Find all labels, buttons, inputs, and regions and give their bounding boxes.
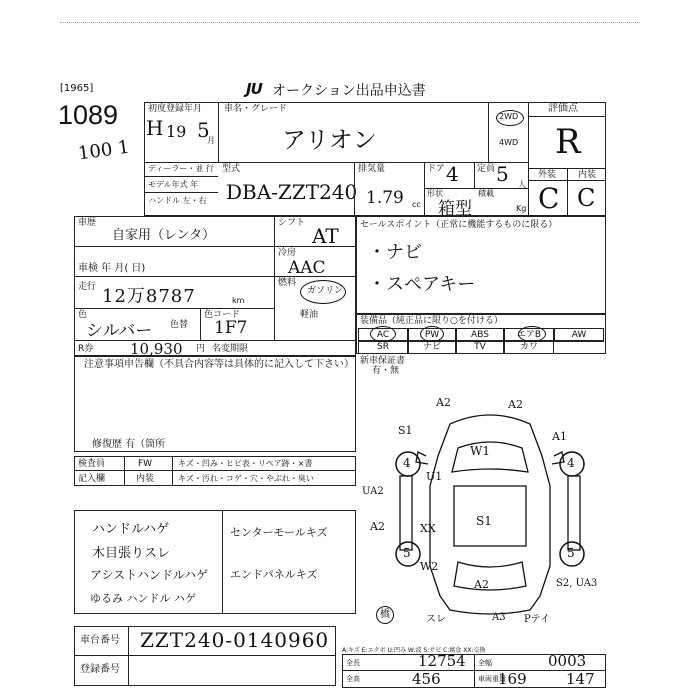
mark-a1-right: A1 [552,430,567,443]
inspection-label: 車検 年 月( 日) [78,263,146,274]
circle-4-right-label: 4 [567,456,575,470]
drive-4wd: 4WD [499,138,519,147]
recycle-label: R券 [78,344,94,354]
mark-a2-top-right: A2 [508,398,523,411]
usage-label: 車歴 [78,218,97,228]
usage-value: 自家用（レンタ） [112,228,216,243]
sales-point-1: ・ナビ [368,242,422,263]
equip-blank [554,340,604,342]
name-change-label: 名変期限 [212,344,249,354]
mileage-value: 12万8787 [102,286,196,307]
mark-a3: A3 [492,612,506,623]
bottom-legend: A:キズ E:エクボ U:凹み W:波 S:サビ C:腐食 XX:交換 [342,647,486,654]
displacement-value: 1.79 [366,188,404,208]
doors-value: 4 [446,162,459,186]
capacity-value: 5 [496,162,509,186]
lot-number: 1089 [58,100,119,130]
header-faint-text [60,22,640,31]
cooling-value: AAC [288,258,326,278]
mileage-label: 走行 [78,282,97,292]
new-warranty-label: 新車保証書 [360,356,406,366]
repair-label: 修復歴 有（箇所 [92,439,166,450]
notes-label: 注意事項申告欄（不具合内容等は具体的に記入して下さい） [84,359,354,370]
recorder-label: 記入欄 [78,474,106,484]
equip-leather: カワ [504,340,554,354]
side-note: 100 1 [76,136,131,165]
fw-label: FW [138,459,153,469]
dealer-label: ディーラー・並 行 [148,164,214,173]
form-title: オークション出品申込書 [272,83,426,99]
type-label: 型式 [222,164,241,174]
interior-grade: C [577,184,596,212]
car-damage-diagram [380,396,600,626]
dims-value-3: 456 [412,670,441,688]
note2-line-2: エンドパネルキズ [230,568,318,581]
color-label: 色 [78,310,88,320]
equip-pw: PW [408,328,456,342]
model-year-label: モデル年式 年 [148,180,199,189]
equip-abs: ABS [456,328,504,342]
color-value: シルバー [86,321,153,341]
handle-label: ハンドル 左・右 [148,196,207,205]
mark-ptei: Pテイ [524,614,551,625]
sales-point-box [356,216,606,314]
equipment-label: 装備品（純正品に限り○を付ける） [360,316,503,326]
car-name-label: 車名・グレード [224,104,288,114]
equip-ac: AC [358,328,408,342]
exterior-label: 外装 [538,170,557,180]
equip-aw: AW [554,328,604,342]
color-code-label: 色コード [204,310,241,320]
month-unit: 月 [207,136,215,145]
mark-a2-rear: A2 [474,578,489,591]
capacity-label: 定員 [477,164,496,174]
circle-4-left-label: 4 [403,456,411,470]
equip-circle-pw [420,326,444,342]
circle-5-left-label: 5 [403,546,411,560]
fuel-value: ガソリン [307,286,344,296]
mark-s1-left: S1 [398,424,413,437]
exterior-grade: C [538,182,560,215]
load-label: 積載 [478,189,494,198]
shift-value: AT [312,224,339,248]
shift-label: シフト [278,218,306,228]
inspector-label: 検査員 [78,459,106,469]
mark-u1-left: U1 [426,470,443,483]
fuel-opt2: 軽油 [300,310,319,320]
mark-ua2-left: UA2 [362,486,384,497]
interior-marks: キズ・汚れ・コゲ・穴・やぶれ・臭い [178,474,314,483]
inspector-stamp: 橋 [376,606,394,624]
cc-unit: cc [412,200,421,209]
mark-sure: スレ [426,614,446,625]
first-reg-year: 19 [166,122,187,141]
first-reg-month: 5 [197,118,210,142]
dims-value-5: 147 [566,670,595,688]
people-unit: 人 [518,180,526,189]
first-reg-label: 初度登録年月 [148,104,203,114]
interior-row-label: 内装 [136,474,155,484]
color-no-label: 色替 [170,320,189,330]
drive-2wd: 2WD [499,112,519,121]
notes-box [74,356,356,452]
interior-label: 内装 [578,170,597,180]
yen-unit: 円 [196,344,206,354]
shape-value: 箱型 [438,199,472,219]
sales-point-label: セールスポイント（正常に機能するものに限る） [360,220,558,230]
fuel-label: 燃料 [278,278,297,288]
equip-circle-ac [370,326,396,342]
dims-value-4: 169 [498,670,527,688]
equip-navi: ナビ [408,340,456,354]
recycle-fee: 10,930 [130,340,183,358]
chassis-number: ZZT240-0140960 [140,628,330,652]
circle-5-right-label: 5 [567,546,575,560]
dims-value-2: 0003 [548,652,587,670]
warranty-opts: 有・無 [372,366,400,376]
note-line-3: アシストハンドルハゲ [90,568,209,582]
model-code: DBA-ZZT240 [226,180,358,204]
color-code-value: 1F7 [214,318,248,338]
dims-label-3: 全高 [346,675,360,683]
reg-label: 登録番号 [80,664,120,675]
equip-tv: TV [456,340,504,354]
kg-unit: Kg [516,204,527,213]
rating-score: R [555,122,581,162]
note2-line-1: センターモールキズ [230,526,328,539]
mark-a2-left: A2 [370,520,385,533]
dims-value-1: 12754 [418,652,466,670]
form-code: [1965] [60,83,94,94]
cooling-label: 冷房 [278,248,297,258]
chassis-label: 車台番号 [80,635,120,646]
ju-logo: JU [246,80,262,98]
note-line-1: ハンドルハゲ [92,522,170,537]
sales-point-2: ・スペアキー [368,274,476,295]
equip-circle-airbag [518,326,546,342]
km-unit: km [232,296,245,305]
mark-s1-center: S1 [476,514,492,528]
rating-label: 評価点 [548,103,578,114]
dims-label-4: 車両重量 [478,675,506,683]
equip-sr: SR [358,340,408,354]
mark-a2-top-left: A2 [436,396,451,409]
displacement-label: 排気量 [358,164,386,174]
mark-xx: XX [420,522,436,535]
note-line-2: 木目張りスレ [92,546,171,561]
mark-w2: W2 [420,560,439,573]
dims-label-1: 全長 [346,659,360,667]
doors-label: ドア [427,164,445,174]
equip-airbag: エアB [504,328,554,342]
first-reg-era: H [146,116,164,140]
mark-s2-ua3: S2, UA3 [556,578,598,589]
mark-w1-roof: W1 [470,444,490,458]
note-line-4: ゆるみ ハンドル ハゲ [90,592,196,605]
exterior-marks: キズ・凹み・ヒビ表・リペア跡・×書 [178,459,313,468]
car-name-value: アリオン [282,126,377,154]
dims-label-2: 全幅 [478,659,492,667]
shape-label: 形状 [427,189,443,198]
